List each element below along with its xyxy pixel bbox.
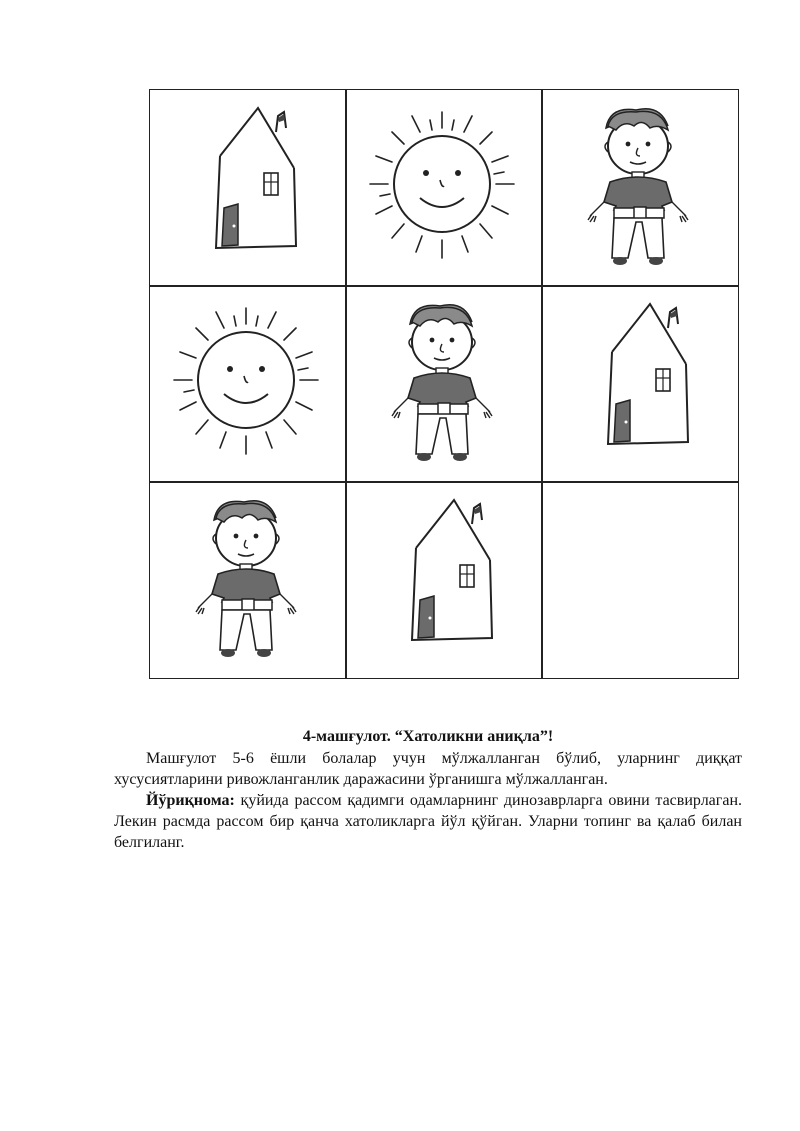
grid-cell[interactable] [149, 89, 346, 286]
exercise-title: 4-машғулот. “Хатоликни аниқла”! [302, 728, 554, 745]
exercise-description: Машғулот 5-6 ёшли болалар учун мўлжалланган бўлиб, уларнинг диққат хусусиятларини ривожланганлик даражасини ўрганишга мўлжалланган. [114, 750, 742, 788]
boy-picture [550, 98, 730, 278]
grid-cell[interactable] [345, 285, 542, 482]
exercise-text [114, 726, 742, 853]
grid-cell[interactable] [345, 481, 542, 678]
exercise-instruction [114, 790, 742, 853]
house-picture [550, 294, 730, 474]
house-picture [354, 490, 534, 670]
house-picture [158, 98, 338, 278]
instruction-text: қуйида рассом қадимги одамларнинг динозаврларга овини тасвирлаган. Лекин расмда рассом бир қанча хатоликларга йўл қўйган. Уларни топинг ва қалаб билан белгиланг. [114, 792, 742, 851]
boy-picture [354, 294, 534, 474]
grid-cell[interactable] [541, 285, 738, 482]
grid-cell[interactable] [149, 285, 346, 482]
grid-cell[interactable] [149, 481, 346, 678]
grid-cell-empty[interactable] [541, 481, 738, 678]
sun-picture [158, 294, 338, 474]
boy-picture [158, 490, 338, 670]
grid-cell[interactable] [541, 89, 738, 286]
sun-picture [354, 98, 534, 278]
grid-cell[interactable] [345, 89, 542, 286]
picture-grid [150, 90, 738, 678]
instruction-label: Йўриқнома: [146, 792, 235, 809]
